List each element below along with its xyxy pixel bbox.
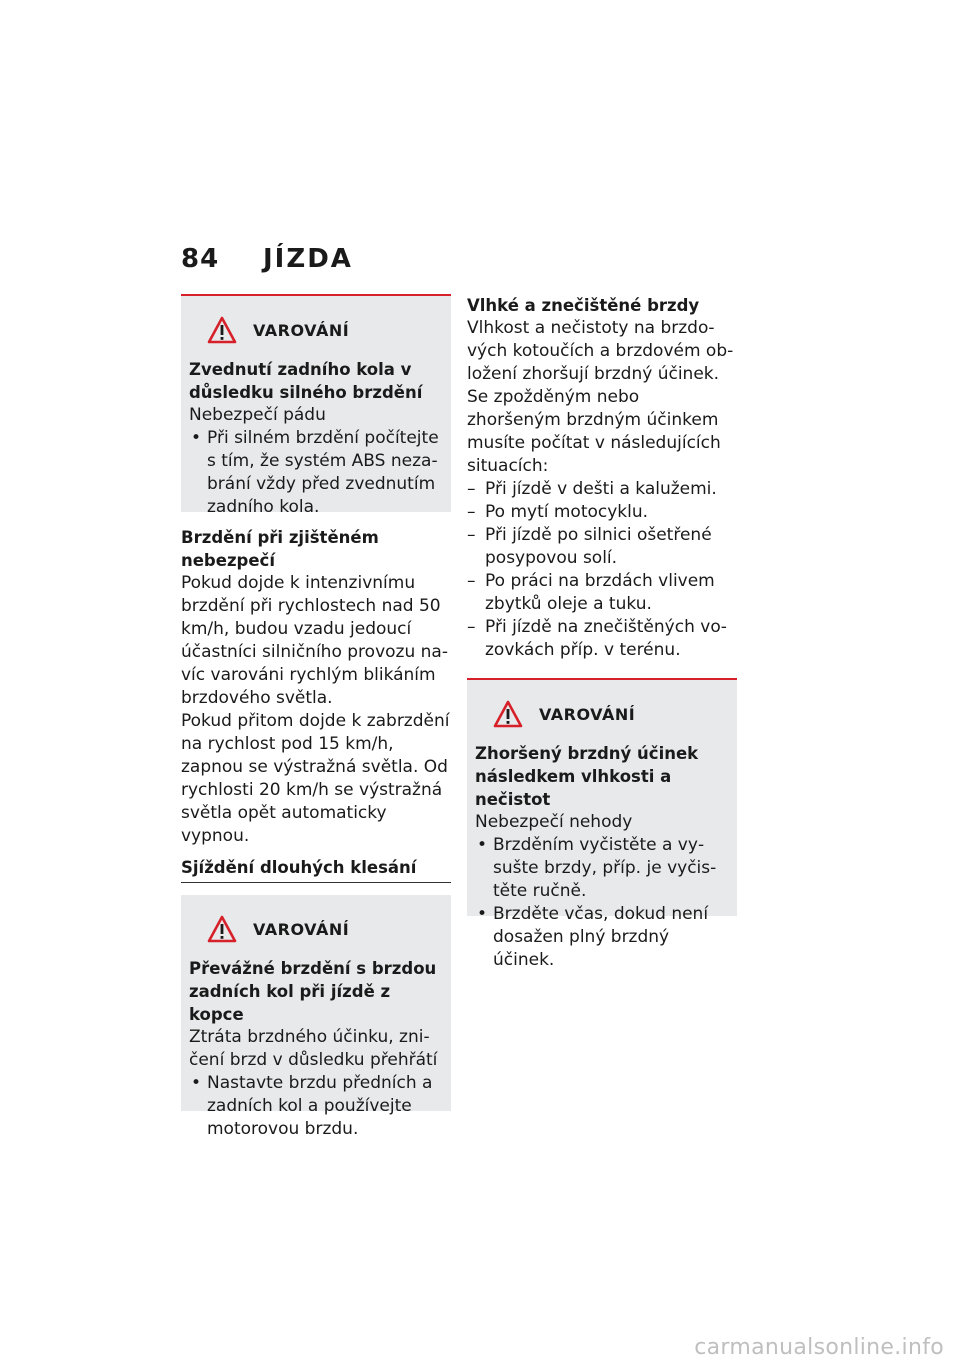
warning-box-rear-wheel-lift — [181, 294, 451, 517]
list-item: – Po práci na brzdách vlivem zbytků oleje a tuku. — [467, 570, 737, 616]
warning-header — [207, 907, 443, 951]
warning-box-rear-brake-downhill — [181, 895, 451, 1139]
page-header — [181, 244, 353, 284]
list-item: – Při jízdě na znečištěných vozovkách příp. v terénu. — [467, 616, 737, 662]
right-column — [467, 294, 737, 970]
list-item: • Nastavte brzdu předních a zadních kol a používejte motorovou brzdu. — [189, 1072, 443, 1141]
warning-risk: Ztráta brzdného účinku, zničení brzd v důsledku přehřátí — [189, 1027, 438, 1070]
warning-label: VAROVÁNÍ — [539, 704, 636, 724]
warning-triangle-icon — [207, 316, 237, 344]
chapter-title: JÍZDA — [263, 244, 353, 274]
warning-risk: Nebezpečí pádu — [189, 405, 326, 425]
warning-title: Zhoršený brzdný účinek následkem vlhkosti a nečistot — [475, 744, 699, 809]
list-item: – Po mytí motocyklu. — [467, 501, 737, 524]
section-heading: Brzdění při zjištěném nebezpečí — [181, 528, 379, 570]
section-heading: Sjíždění dlouhých klesání — [181, 858, 417, 877]
warning-box-reduced-braking — [467, 678, 737, 970]
paragraph: Pokud dojde k intenzivnímu brzdění při rychlostech nad 50 km/h, budou vzadu jedoucí účastníci silničního provozu navíc varováni rychlým blikáním brzdového světla. — [181, 573, 448, 708]
list-item: • Brzděním vyčistěte a vysušte brzdy, příp. je vyčistěte ručně. — [475, 834, 729, 903]
section-heading: Vlhké a znečištěné brzdy — [467, 296, 700, 315]
list-item: • Při silném brzdění počítejte s tím, že systém ABS nezabrání vždy před zvednutím zadního kola. — [189, 427, 443, 519]
left-column — [181, 294, 451, 1139]
warning-risk: Nebezpečí nehody — [475, 812, 633, 832]
warning-header — [207, 308, 443, 352]
warning-triangle-icon — [207, 915, 237, 943]
warning-triangle-icon — [493, 700, 523, 728]
section-long-descents — [181, 856, 451, 883]
section-brake-danger — [181, 526, 451, 848]
list-item: – Při jízdě v dešti a kalužemi. — [467, 478, 737, 501]
paragraph: Vlhkost a nečistoty na brzdových kotoučích a brzdovém obložení zhoršují brzdný účinek. Se zpožděným nebo zhoršeným brzdným účinkem musíte počítat v následujících situacích: — [467, 318, 734, 476]
divider — [181, 882, 451, 883]
watermark: carmanualsonline.info — [694, 1335, 944, 1360]
page-number: 84 — [181, 244, 220, 274]
warning-measures — [189, 427, 443, 519]
warning-header — [493, 692, 729, 736]
warning-title: Zvednutí zadního kola v důsledku silného brzdění — [189, 360, 423, 402]
paragraph: Pokud přitom dojde k zabrzdění na rychlost pod 15 km/h, zapnou se výstražná světla. Od rychlosti 20 km/h se výstražná světla opět automaticky vypnou. — [181, 711, 450, 846]
list-item: – Při jízdě po silnici ošetřené posypovou solí. — [467, 524, 737, 570]
warning-measures — [475, 834, 729, 972]
warning-label: VAROVÁNÍ — [253, 320, 350, 340]
situations-list — [467, 478, 737, 662]
list-item: • Brzděte včas, dokud není dosažen plný brzdný účinek. — [475, 903, 729, 972]
warning-measures — [189, 1072, 443, 1141]
warning-label: VAROVÁNÍ — [253, 919, 350, 939]
section-wet-brakes — [467, 294, 737, 662]
warning-title: Převážné brzdění s brzdou zadních kol při jízdě z kopce — [189, 959, 437, 1024]
